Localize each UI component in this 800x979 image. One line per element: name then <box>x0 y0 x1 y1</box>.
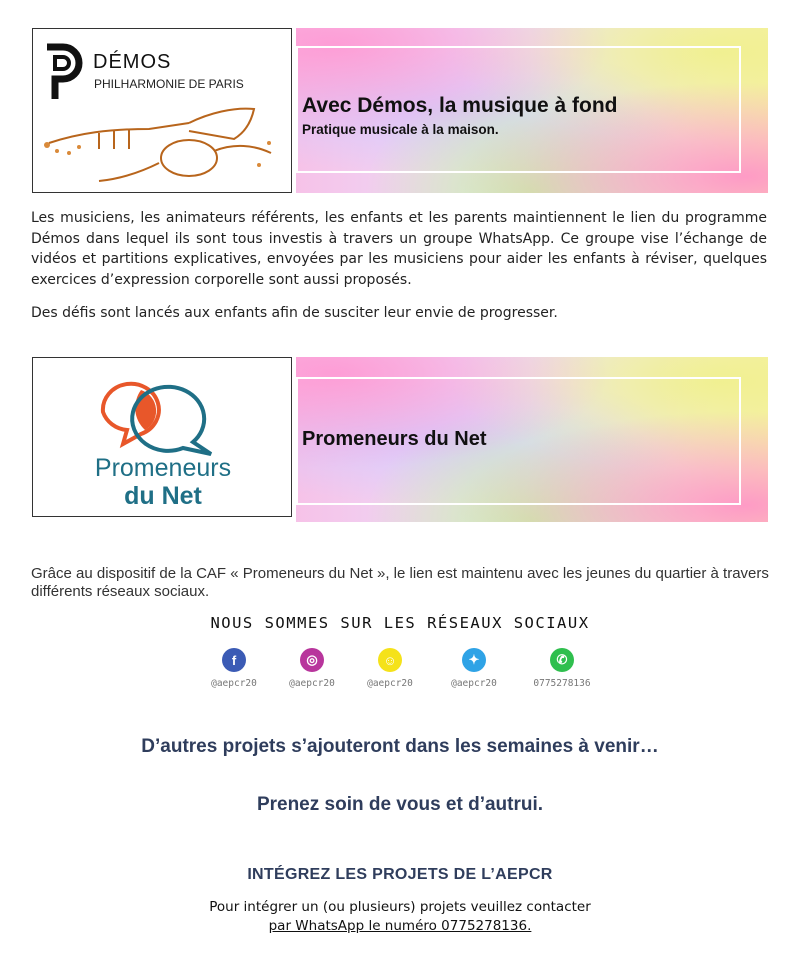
demos-title: Avec Démos, la musique à fond <box>302 94 618 117</box>
social-instagram[interactable] <box>282 648 342 689</box>
social-heading: NOUS SOMMES SUR LES RÉSEAUX SOCIAUX <box>210 614 590 632</box>
snapchat-icon: ☺ <box>378 648 402 672</box>
promeneurs-banner <box>296 357 768 522</box>
twitter-handle: @aepcr20 <box>451 678 497 689</box>
promeneurs-logo-line2: du Net <box>124 482 202 510</box>
promeneurs-title: Promeneurs du Net <box>302 428 487 450</box>
demos-subtitle: Pratique musicale à la maison. <box>302 122 499 137</box>
cta-whatsapp-link[interactable]: par WhatsApp le numéro 0775278136. <box>268 918 532 934</box>
cta-title: INTÉGREZ LES PROJETS DE L’AEPCR <box>247 866 553 883</box>
twitter-icon: ✦ <box>462 648 486 672</box>
promeneurs-logo-line1: Promeneurs <box>94 454 232 482</box>
cta-text-2 <box>0 918 800 934</box>
whatsapp-icon: ✆ <box>550 648 574 672</box>
demos-paragraph-1: Les musiciens, les animateurs référents, les enfants et les parents maintiennent le lien du programme Démos dans lequel ils sont tous investis à travers un groupe WhatsApp. Ce groupe vise l’échange de vidéos et partitions explicatives, envoyées par les musiciens pour aider les enfants à réviser, quelques exercices d’expression corporelle sont aussi proposés. <box>31 210 767 288</box>
closing-line-1: D’autres projets s’ajouteront dans les semaines à venir… <box>141 736 659 757</box>
whatsapp-handle: 0775278136 <box>533 678 591 689</box>
instagram-handle: @aepcr20 <box>289 678 335 689</box>
demos-logo-name: DÉMOS <box>93 51 172 73</box>
closing-line-2: Prenez soin de vous et d’autrui. <box>256 794 544 815</box>
facebook-icon: f <box>222 648 246 672</box>
social-facebook[interactable] <box>204 648 264 689</box>
facebook-handle: @aepcr20 <box>211 678 257 689</box>
speech-bubbles-icon <box>93 372 223 462</box>
cta-text-1: Pour intégrer un (ou plusieurs) projets veuillez contacter <box>209 899 591 915</box>
demos-logo-org: PHILHARMONIE DE PARIS <box>94 77 244 91</box>
demos-logo-icon <box>41 43 83 103</box>
promeneurs-paragraph: Grâce au dispositif de la CAF « Promeneurs du Net », le lien est maintenu avec les jeunes du quartier à travers différents réseaux sociaux. <box>31 565 769 600</box>
social-twitter[interactable] <box>444 648 504 689</box>
promeneurs-logo-box <box>32 357 292 517</box>
social-whatsapp[interactable] <box>532 648 592 689</box>
trumpet-horn-illustration <box>39 103 284 189</box>
demos-banner <box>296 28 768 193</box>
social-snapchat[interactable] <box>360 648 420 689</box>
demos-paragraph-2: Des défis sont lancés aux enfants afin de susciter leur envie de progresser. <box>31 305 558 321</box>
instagram-icon: ◎ <box>300 648 324 672</box>
snapchat-handle: @aepcr20 <box>367 678 413 689</box>
demos-logo-box <box>32 28 292 193</box>
